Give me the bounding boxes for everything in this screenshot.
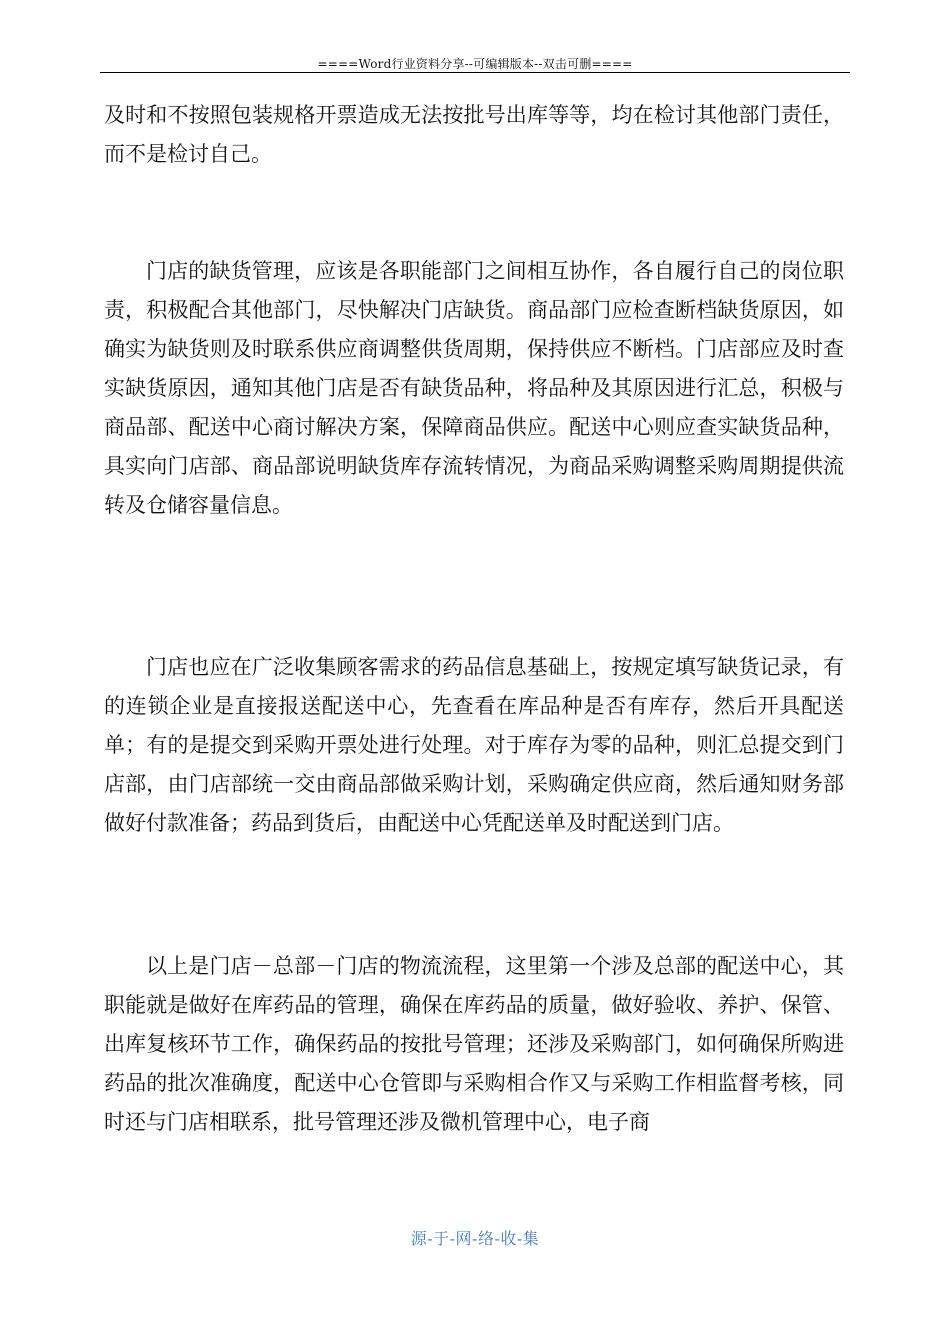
page-footer: 源-于-网-络-收-集 <box>410 1229 540 1248</box>
paragraph-logistics-flow: 以上是门店－总部－门店的物流流程，这里第一个涉及总部的配送中心，其职能就是做好在库药品的管理，确保在库药品的质量，做好验收、养护、保管、出库复核环节工作，确保药品的按批号管理；还涉及采购部门，如何确保所购进药品的批次准确度，配送中心仓管即与采购相合作又与采购工作相监督考核，同时还与门店相联系，批号管理还涉及微机管理中心，电子商 <box>104 954 844 1134</box>
page-header: ====Word行业资料分享--可编辑版本--双击可删==== <box>317 57 633 71</box>
header-rule <box>100 72 850 73</box>
paragraph-continued: 及时和不按照包装规格开票造成无法按批号出库等等，均在检讨其他部门责任，而不是检讨自己。 <box>104 103 844 166</box>
paragraph-stockout-management: 门店的缺货管理，应该是各职能部门之间相互协作，各自履行自己的岗位职责，积极配合其他部门，尽快解决门店缺货。商品部门应检查断档缺货原因，如确实为缺货则及时联系供应商调整供货周期，保持供应不断档。门店部应及时查实缺货原因，通知其他门店是否有缺货品种，将品种及其原因进行汇总，积极与商品部、配送中心商讨解决方案，保障商品供应。配送中心则应查实缺货品种，具实向门店部、商品部说明缺货库存流转情况，为商品采购调整采购周期提供流转及仓储容量信息。 <box>104 259 844 517</box>
paragraph-store-records: 门店也应在广泛收集顾客需求的药品信息基础上，按规定填写缺货记录，有的连锁企业是直接报送配送中心，先查看在库品种是否有库存，然后开具配送单；有的是提交到采购开票处进行处理。对于库存为零的品种，则汇总提交到门店部，由门店部统一交由商品部做采购计划，采购确定供应商，然后通知财务部做好付款准备；药品到货后，由配送中心凭配送单及时配送到门店。 <box>104 655 844 835</box>
